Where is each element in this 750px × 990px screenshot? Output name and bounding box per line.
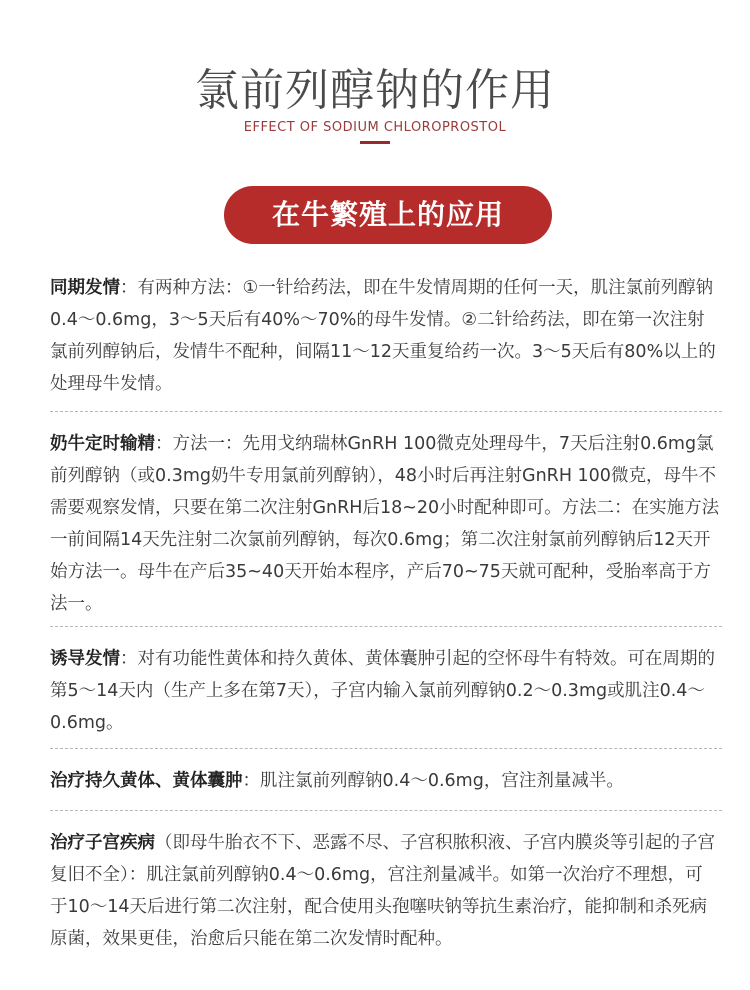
dashed-divider: [50, 748, 722, 749]
dashed-divider: [50, 411, 722, 412]
page-subtitle: EFFECT OF SODIUM CHLOROPROSTOL: [243, 120, 507, 135]
section-uterine-disease-treatment: [50, 827, 720, 955]
section-lead: 诱导发情: [50, 649, 120, 669]
page-title: 氯前列醇钠的作用: [195, 65, 555, 116]
section-corpus-luteum-treatment: [50, 765, 720, 797]
section-lead: 治疗子宫疾病: [50, 833, 155, 853]
section-text: ：方法一：先用戈纳瑞林GnRH 100微克处理母牛，7天后注射0.6mg氯前列醇钠（或0.3mg奶牛专用氯前列醇钠），48小时后再注射GnRH 100微克，母牛不需要观察发情，只要在第二次注射GnRH后18~20小时配种即可。方法二：在实施方法一前间隔14天先注射二次氯前列醇钠，每次0.6mg；第二次注射氯前列醇钠后12天开始方法一。母牛在产后35~40天开始本程序，产后70~75天就可配种，受胎率高于方法一。: [50, 434, 720, 614]
section-induced-estrus: [50, 643, 720, 739]
section-synchronized-estrus: [50, 272, 720, 400]
section-lead: 同期发情: [50, 278, 120, 298]
section-lead: 奶牛定时输精: [50, 434, 155, 454]
section-heading-pill: 在牛繁殖上的应用: [224, 186, 552, 244]
section-text: ：肌注氯前列醇钠0.4～0.6mg，宫注剂量减半。: [242, 771, 624, 791]
section-text: ：有两种方法：①一针给药法，即在牛发情周期的任何一天，肌注氯前列醇钠0.4～0.6mg，3～5天后有40%～70%的母牛发情。②二针给药法，即在第一次注射氯前列醇钠后，发情牛不配种，间隔11～12天重复给药一次。3～5天后有80%以上的处理母牛发情。: [50, 278, 716, 394]
section-text: （即母牛胎衣不下、恶露不尽、子宫积脓积液、子宫内膜炎等引起的子宫复旧不全）：肌注氯前列醇钠0.4～0.6mg，宫注剂量减半。如第一次治疗不理想，可于10～14天后进行第二次注射，配合使用头孢噻呋钠等抗生素治疗，能抑制和杀死病原菌，效果更佳，治愈后只能在第二次发情时配种。: [50, 833, 715, 949]
section-text: ：对有功能性黄体和持久黄体、黄体囊肿引起的空怀母牛有特效。可在周期的第5～14天内（生产上多在第7天），子宫内输入氯前列醇钠0.2～0.3mg或肌注0.4～0.6mg。: [50, 649, 715, 733]
dashed-divider: [50, 626, 722, 627]
section-lead: 治疗持久黄体、黄体囊肿: [50, 771, 243, 791]
section-timed-insemination: [50, 428, 720, 620]
title-underline: [360, 141, 390, 144]
dashed-divider: [50, 810, 722, 811]
